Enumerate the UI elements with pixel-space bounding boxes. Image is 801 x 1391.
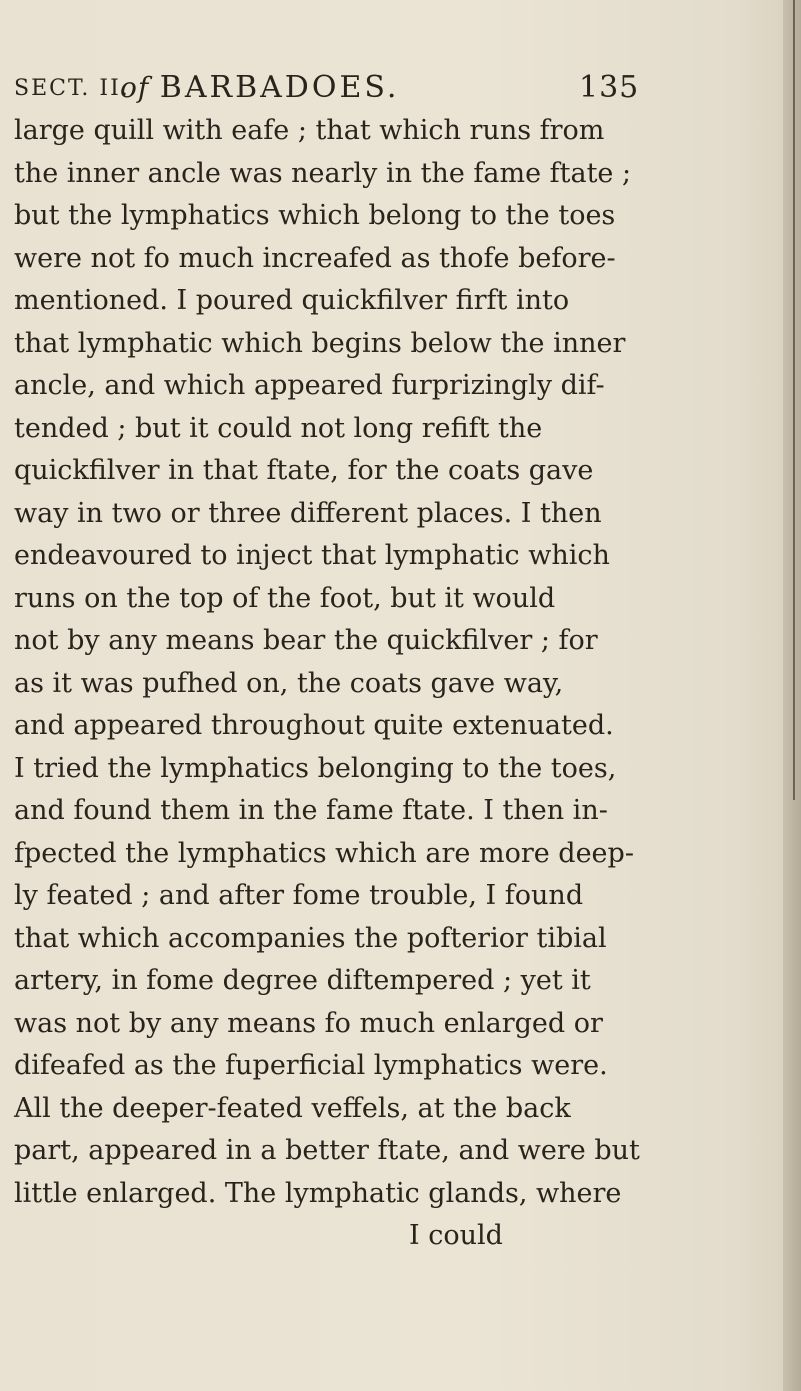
text-line: not by any means bear the quickfilver ; for [14,625,598,656]
text-line: fpected the lymphatics which are more deep- [14,837,634,869]
text-line: difeafed as the fuperficial lymphatics were. [14,1050,608,1081]
title-name: BARBADOES. [159,70,400,105]
text-line: runs on the top of the foot, but it would [14,582,556,614]
body-text [14,110,734,1258]
text-line: as it was pufhed on, the coats gave way, [14,667,564,699]
text-line: and found them in the fame ftate. I then in- [14,795,608,826]
catchword: I could [409,1220,503,1251]
text-line: that which accompanies the pofterior tibial [14,922,607,954]
text-line: way in two or three different places. I then [14,497,602,529]
text-line: endeavoured to inject that lymphatic which [14,540,610,571]
text-line: ly feated ; and after fome trouble, I found [14,880,584,911]
text-line: large quill with eafe ; that which runs from [14,115,605,146]
text-line: All the deeper-feated veffels, at the back [14,1092,571,1124]
header-title [120,70,399,105]
text-line: were not fo much increafed as thofe before- [14,242,616,274]
page-number: 135 [579,70,640,105]
text-line: the inner ancle was nearly in the fame ftate ; [14,157,632,189]
text-line: I tried the lymphatics belonging to the toes, [14,752,617,784]
text-line: was not by any means fo much enlarged or [14,1007,603,1039]
text-line: tended ; but it could not long refift the [14,412,543,444]
section-label: SECT. II. [14,76,130,101]
text-line: mentioned. I poured quickfilver firft into [14,285,570,316]
text-line: little enlarged. The lymphatic glands, where [14,1177,622,1209]
text-line: quickfilver in that ftate, for the coats gave [14,455,594,486]
text-line: artery, in fome degree diftempered ; yet it [14,965,591,996]
binding-line [793,0,795,800]
text-line: but the lymphatics which belong to the toes [14,200,616,231]
running-header [14,70,734,110]
title-of: of [120,71,150,104]
page-edge [783,0,801,1391]
text-line: ancle, and which appeared furprizingly dif- [14,370,605,401]
text-line: part, appeared in a better ftate, and were but [14,1135,640,1166]
text-line: that lymphatic which begins below the inner [14,327,626,359]
text-line: and appeared throughout quite extenuated. [14,710,614,741]
